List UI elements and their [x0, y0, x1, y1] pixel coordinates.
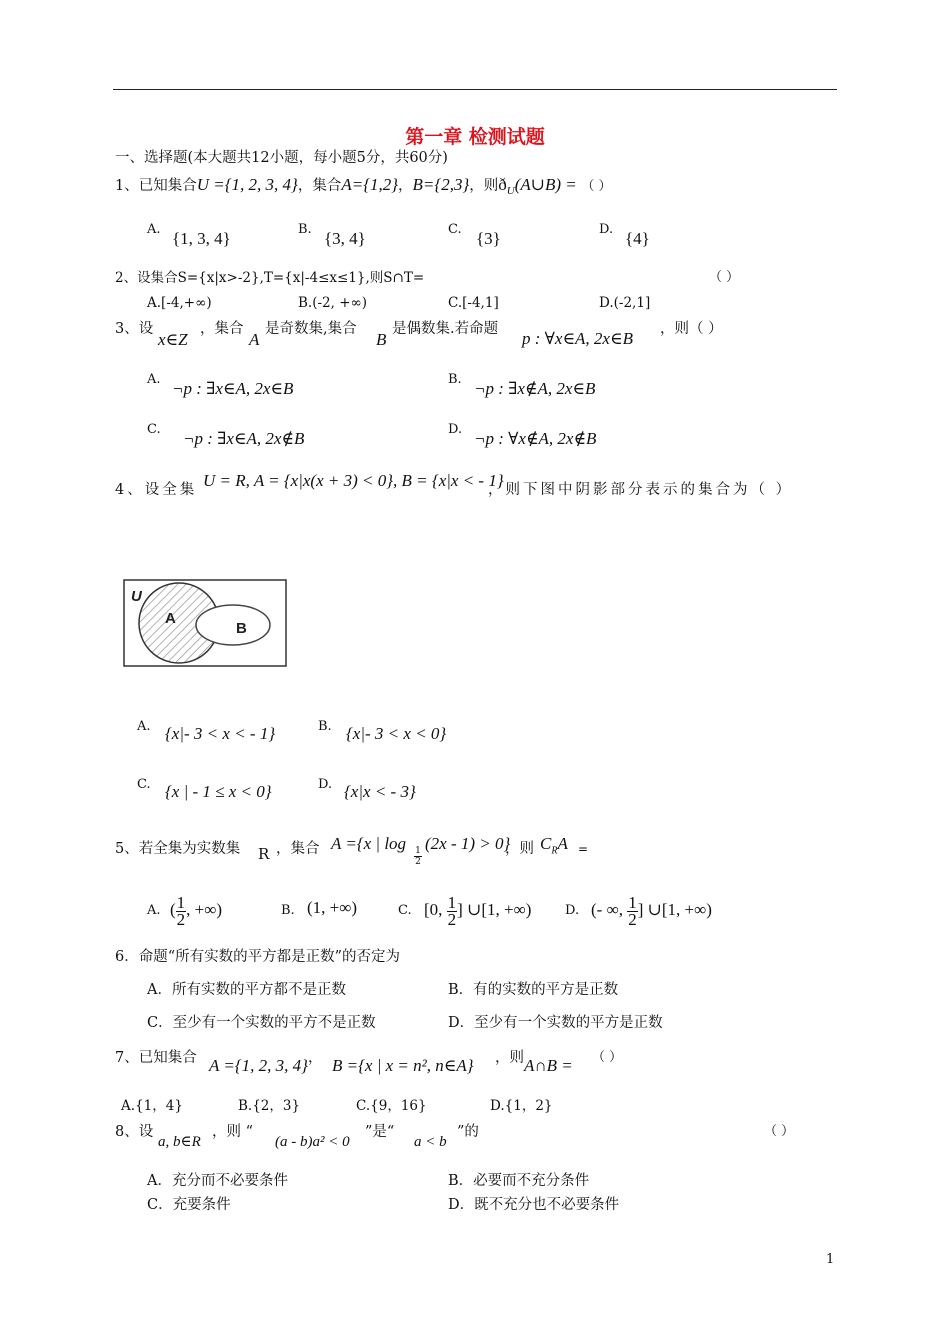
- q3-option-b: ¬p : ∃x∉A, 2x∈B: [474, 379, 596, 398]
- q1-complement-symbol: ð: [498, 175, 507, 194]
- q7-expr3: A∩B =: [524, 1056, 573, 1075]
- q4-option-c: {x | - 1 ≤ x < 0}: [165, 782, 272, 801]
- q5-equals: =: [578, 842, 589, 856]
- q6-option-a: A．所有实数的平方都不是正数: [147, 982, 346, 998]
- q3-expr2: A: [249, 330, 260, 349]
- question-4-prefix: 4、设全集: [115, 482, 198, 498]
- venn-label-a: A: [165, 610, 176, 627]
- q8-option-b: B．必要而不充分条件: [448, 1173, 590, 1189]
- q3-option-a: ¬p : ∃x∈A, 2x∈B: [172, 379, 294, 398]
- q3-expr4: p : ∀x∈A, 2x∈B: [522, 329, 633, 348]
- q1-mid1: ，集合: [297, 178, 342, 194]
- q4-option-d-label: D.: [318, 777, 333, 792]
- question-1-stem: [115, 176, 612, 200]
- q1-comma: ，: [398, 178, 413, 194]
- q2-option-d: D.(-2,1]: [599, 295, 651, 311]
- q3-end: ，则（ ）: [660, 321, 723, 337]
- q1-option-b-label: B.: [298, 222, 312, 237]
- q1-expr: (A∪B) =: [514, 175, 577, 194]
- q3-option-a-label: A.: [147, 372, 161, 387]
- venn-label-u: U: [131, 588, 142, 605]
- q5-expr-b: (2x - 1) > 0}: [425, 834, 511, 853]
- q5-then: ，则: [505, 841, 534, 857]
- q7-option-d: D.{1，2}: [490, 1098, 553, 1114]
- q5-option-b-label: B.: [281, 903, 295, 918]
- q4-expr: U = R, A = {x|x(x + 3) < 0}, B = {x|x < - 1}: [203, 471, 504, 490]
- q8-option-a: A．充分而不必要条件: [147, 1173, 288, 1189]
- page-number: 1: [826, 1252, 835, 1267]
- q8-mid1: ，则 “: [212, 1124, 254, 1140]
- question-5-prefix: 5、若全集为实数集: [115, 841, 241, 857]
- q3-option-b-label: B.: [448, 372, 462, 387]
- q1-answer-paren: （ ）: [581, 179, 612, 194]
- q6-option-c: C．至少有一个实数的平方不是正数: [147, 1015, 376, 1031]
- q5-option-a: ( $\frac{1}{2}$ , +∞): [170, 892, 223, 929]
- q5-option-d-label: D.: [565, 903, 580, 918]
- q8-option-d: D．既不充分也不必要条件: [448, 1197, 620, 1213]
- q5-expr-a: A ={x | log: [331, 834, 407, 853]
- q1-set-u: U ={1, 2, 3, 4}: [196, 175, 298, 194]
- q6-option-b: B．有的实数的平方是正数: [448, 982, 619, 998]
- q3-option-d-label: D.: [448, 422, 463, 437]
- q1-set-b: B={2,3}: [412, 175, 470, 194]
- q3-option-c-label: C.: [147, 422, 161, 437]
- q3-expr1: x∈Z: [158, 330, 188, 349]
- q4-option-a-label: A.: [137, 719, 151, 734]
- q8-answer-paren: （ ）: [764, 1124, 795, 1139]
- q1-set-a: A={1,2}: [341, 175, 399, 194]
- question-3-prefix: 3、设: [115, 321, 154, 337]
- question-7-prefix: 7、已知集合: [115, 1050, 197, 1066]
- section-heading: 一、选择题(本大题共12小题，每小题5分，共60分): [115, 150, 448, 166]
- question-6-stem: 6．命题“所有实数的平方都是正数”的否定为: [115, 949, 401, 965]
- q1-prefix: 1、已知集合: [115, 178, 197, 194]
- q5-option-d: (- ∞, $\frac{1}{2}$ ] ∪[1, +∞): [591, 892, 712, 929]
- q8-end: ”的: [457, 1124, 479, 1140]
- q3-mid1: ，集合: [200, 321, 244, 337]
- q4-suffix: ，则下图中阴影部分表示的集合为（ ）: [488, 482, 794, 498]
- q5-expr-c: $C_RA$: [540, 834, 568, 857]
- q4-option-a: {x|- 3 < x < - 1}: [165, 724, 276, 743]
- q1-option-c-label: C.: [448, 222, 462, 237]
- q2-option-c: C.[-4,1]: [448, 295, 499, 311]
- q5-option-a-label: A.: [147, 903, 161, 918]
- q5-option-b: (1, +∞): [307, 898, 358, 917]
- q1-complement-sub: U: [506, 184, 515, 197]
- question-8-prefix: 8、设: [115, 1124, 154, 1140]
- q7-option-a: A.{1，4}: [121, 1098, 183, 1114]
- q5-mid: ，集合: [276, 841, 320, 857]
- q7-expr1: A ={1, 2, 3, 4}: [209, 1056, 308, 1075]
- q3-mid2: 是奇数集,集合: [265, 321, 357, 337]
- q1-option-c: {3}: [476, 229, 501, 248]
- q1-option-d: {4}: [625, 229, 650, 248]
- q1-option-a-label: A.: [147, 222, 161, 237]
- q3-option-c: ¬p : ∃x∈A, 2x∉B: [183, 429, 305, 448]
- venn-label-b: B: [236, 620, 247, 637]
- q7-then: ，则: [495, 1050, 524, 1066]
- q4-option-b: {x|- 3 < x < 0}: [346, 724, 447, 743]
- q8-mid2: ”是“: [365, 1124, 395, 1140]
- q5-r: R: [258, 845, 270, 863]
- q7-option-b: B.{2，3}: [238, 1098, 301, 1114]
- q8-expr2: (a - b)a² < 0: [275, 1134, 350, 1150]
- q2-option-a: A.[-4,+∞): [147, 295, 212, 311]
- q2-option-b: B.(-2, +∞): [298, 295, 368, 311]
- q7-answer-paren: （ ）: [592, 1050, 623, 1065]
- q3-mid3: 是偶数集.若命题: [392, 321, 499, 337]
- q3-option-d: ¬p : ∀x∉A, 2x∉B: [474, 429, 597, 448]
- q8-option-c: C．充要条件: [147, 1197, 231, 1213]
- venn-diagram: [123, 579, 287, 667]
- q3-expr3: B: [376, 330, 387, 349]
- q8-expr3: a < b: [414, 1134, 447, 1150]
- q7-comma: ，: [308, 1050, 323, 1066]
- q4-option-d: {x|x < - 3}: [344, 782, 416, 801]
- q5-option-c: [0, $\frac{1}{2}$ ] ∪[1, +∞): [424, 892, 532, 929]
- q1-option-b: {3, 4}: [324, 229, 366, 248]
- q2-answer-paren: （ ）: [709, 270, 740, 285]
- q4-option-b-label: B.: [318, 719, 332, 734]
- q5-option-c-label: C.: [398, 903, 412, 918]
- venn-set-b: [196, 605, 270, 645]
- q7-expr2: B ={x | x = n², n∈A}: [332, 1056, 474, 1075]
- q5-log-base: 1 2: [415, 846, 421, 867]
- q7-option-c: C.{9，16}: [356, 1098, 427, 1114]
- q1-mid2: ，则: [469, 178, 499, 194]
- q1-option-d-label: D.: [599, 222, 614, 237]
- q1-option-a: {1, 3, 4}: [172, 229, 231, 248]
- q6-option-d: D．至少有一个实数的平方是正数: [448, 1015, 663, 1031]
- q4-option-c-label: C.: [137, 777, 151, 792]
- question-2-stem: 2、设集合S={x|x>-2},T={x|-4≤x≤1},则S∩T=: [115, 270, 425, 286]
- page-title: 第一章 检测试题: [405, 126, 545, 148]
- q8-expr1: a, b∈R: [158, 1134, 201, 1150]
- header-rule: [113, 89, 837, 90]
